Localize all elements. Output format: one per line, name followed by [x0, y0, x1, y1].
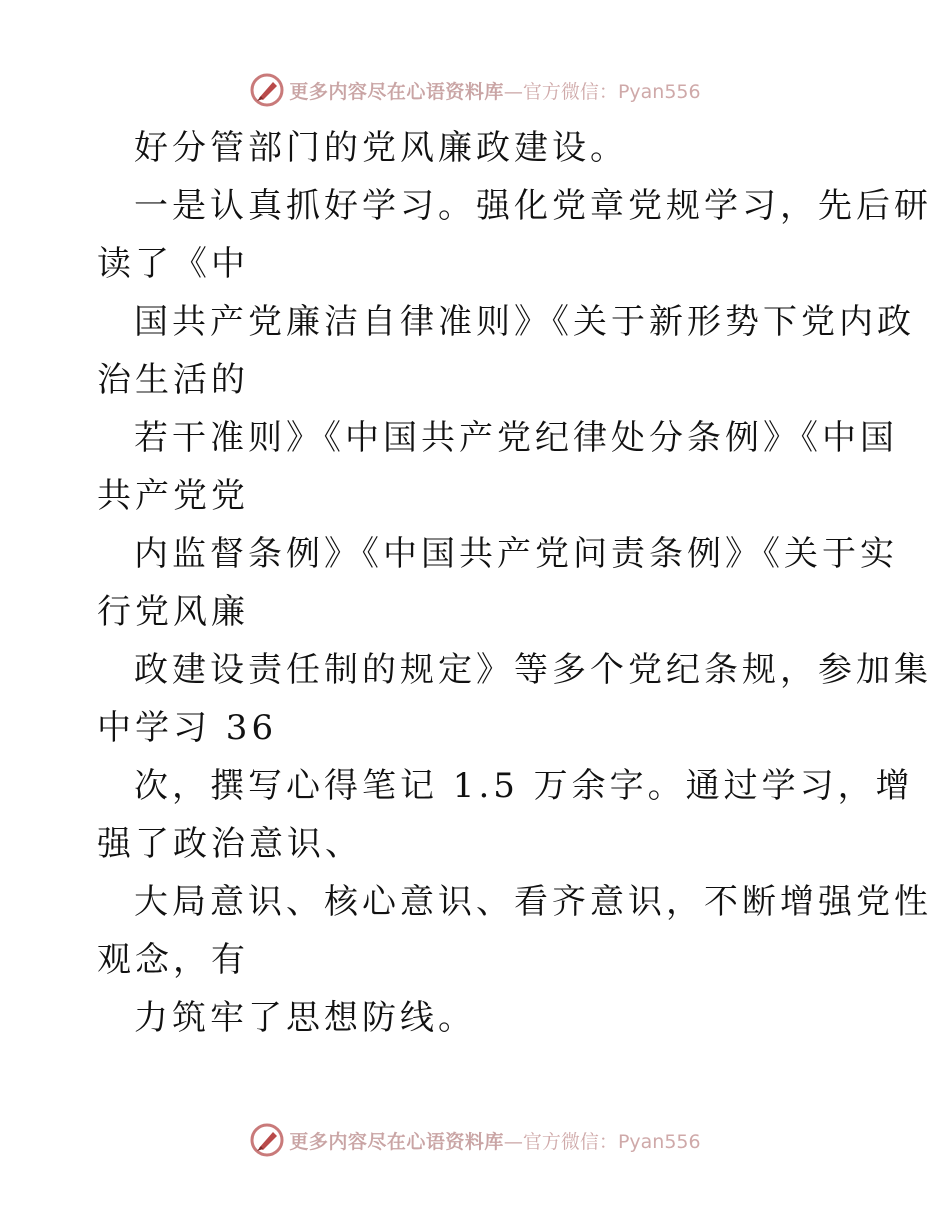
banner-wechat-id: Pyan556: [617, 1130, 701, 1153]
banner-wechat-label: 官方微信：: [522, 1130, 618, 1153]
banner-title: 更多内容尽在心语资料库: [289, 1130, 504, 1153]
paragraph-line: 国共产党廉洁自律准则》《关于新形势下党内政: [134, 302, 915, 342]
footer-banner: [0, 1120, 950, 1160]
banner-text: [289, 1127, 700, 1154]
banner-title: 更多内容尽在心语资料库: [289, 80, 504, 103]
paragraph-line: 行党风廉: [97, 592, 249, 632]
banner-dash: —: [503, 1130, 523, 1153]
banner-wechat-id: Pyan556: [617, 80, 701, 103]
paragraph-line: 力筑牢了思想防线。: [134, 998, 476, 1038]
paragraph-line: 政建设责任制的规定》等多个党纪条规，参加集: [134, 650, 932, 690]
paragraph-line: 共产党党: [97, 476, 249, 516]
paragraph-line: 观念，有: [97, 940, 249, 980]
paragraph-line: 中学习 36: [97, 708, 278, 748]
paragraph-line: 大局意识、核心意识、看齐意识，不断增强党性: [134, 882, 932, 922]
paragraph-line: 读了《中: [97, 244, 249, 284]
paragraph-line: 若干准则》《中国共产党纪律处分条例》《中国: [134, 418, 898, 458]
paragraph-line: 一是认真抓好学习。强化党章党规学习，先后研: [134, 186, 932, 226]
paragraph-line: 治生活的: [97, 360, 249, 400]
banner-dash: —: [503, 80, 523, 103]
paragraph-line: 好分管部门的党风廉政建设。: [134, 128, 628, 168]
paragraph-line: 强了政治意识、: [97, 824, 363, 864]
paragraph-line: 内监督条例》《中国共产党问责条例》《关于实: [134, 534, 898, 574]
pen-nib-logo-icon: [249, 1122, 285, 1158]
banner-wechat-label: 官方微信：: [522, 80, 618, 103]
paragraph-line: 次，撰写心得笔记 1.5 万余字。通过学习，增: [134, 766, 914, 806]
